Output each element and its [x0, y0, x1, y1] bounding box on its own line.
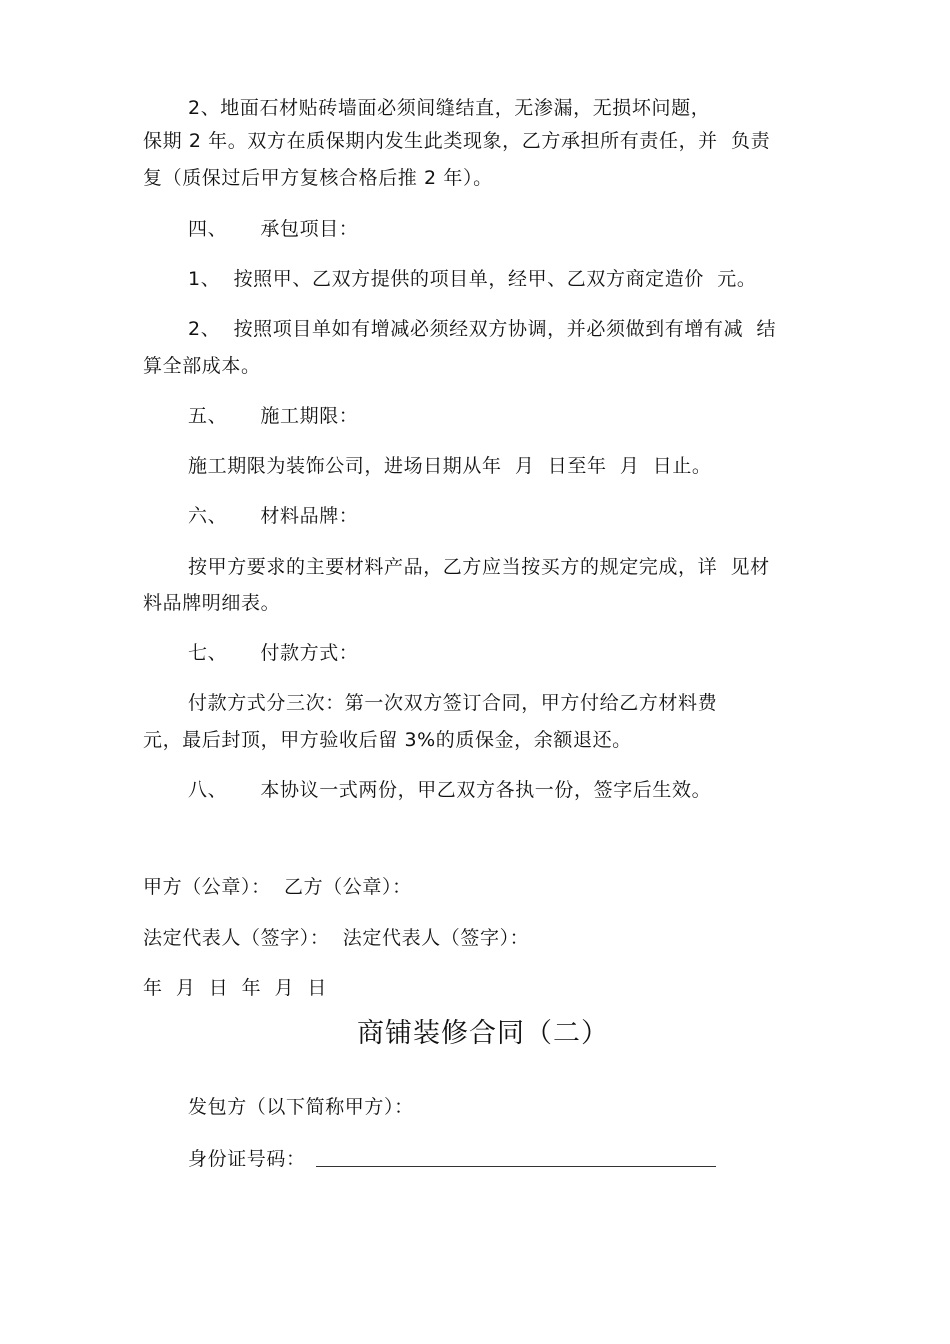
- section-7-body-line-2: 元，最后封顶，甲方验收后留 3%的质保金，余额退还。: [143, 729, 632, 751]
- signature-representatives: 法定代表人（签字）： 法定代表人（签字）：: [143, 927, 530, 949]
- clause-3-item-2-line-2: 保期 2 年。双方在质保期内发生此类现象，乙方承担所有责任，并 负责: [143, 130, 771, 152]
- id-number-blank-line: [316, 1166, 716, 1167]
- clause-3-item-2-line-1: 2、地面石材贴砖墙面必须间缝结直，无渗漏，无损坏问题，: [188, 97, 711, 119]
- contract-2-id-label: 身份证号码：: [188, 1148, 306, 1170]
- section-4-item-1: 1、 按照甲、乙双方提供的项目单，经甲、乙双方商定造价 元。: [188, 268, 757, 290]
- section-5-body: 施工期限为装饰公司，进场日期从年 月 日至年 月 日止。: [188, 455, 712, 477]
- signature-parties: 甲方（公章）： 乙方（公章）：: [143, 876, 412, 898]
- section-7-heading: 七、 付款方式：: [188, 642, 359, 664]
- clause-3-item-2-line-3: 复（质保过后甲方复核合格后推 2 年）。: [143, 167, 493, 189]
- section-4-item-2-line-2: 算全部成本。: [143, 355, 261, 377]
- contract-2-party-a: 发包方（以下简称甲方）：: [188, 1096, 414, 1118]
- section-8-line: 八、 本协议一式两份，甲乙双方各执一份，签字后生效。: [188, 779, 712, 801]
- section-6-body-line-1: 按甲方要求的主要材料产品，乙方应当按买方的规定完成，详 见材: [188, 556, 770, 578]
- section-6-body-line-2: 料品牌明细表。: [143, 592, 281, 614]
- section-4-heading: 四、 承包项目：: [188, 218, 359, 240]
- signature-dates: 年 月 日 年 月 日: [143, 977, 327, 999]
- contract-2-title: 商铺装修合同（二）: [357, 1018, 609, 1049]
- section-4-item-2-line-1: 2、 按照项目单如有增减必须经双方协调，并必须做到有增有减 结: [188, 318, 777, 340]
- section-6-heading: 六、 材料品牌：: [188, 505, 359, 527]
- section-5-heading: 五、 施工期限：: [188, 405, 359, 427]
- section-7-body-line-1: 付款方式分三次：第一次双方签订合同，甲方付给乙方材料费: [188, 692, 718, 714]
